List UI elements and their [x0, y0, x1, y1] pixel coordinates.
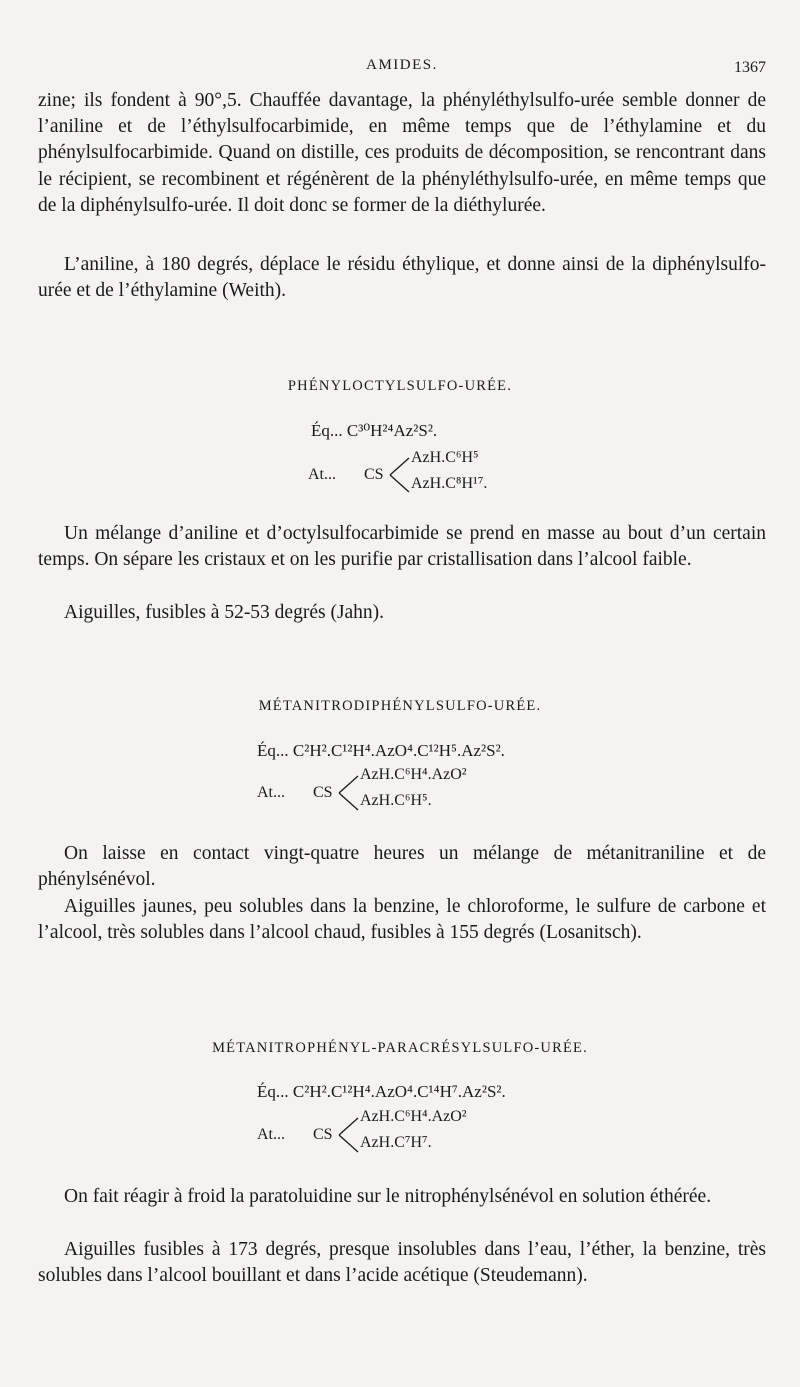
at-branch-bottom: AzH.C⁷H⁷.: [360, 1134, 432, 1151]
branch-bracket: [388, 452, 412, 498]
eq-label: Éq...: [311, 421, 343, 440]
at-center: CS: [364, 466, 384, 483]
at-label: At...: [257, 784, 285, 801]
at-center: CS: [313, 784, 333, 801]
eq-formula-2: [257, 741, 505, 761]
eq-label: Éq...: [257, 741, 289, 760]
paragraph-4: Aiguilles, fusibles à 52-53 degrés (Jahn).: [64, 602, 385, 623]
section-title-phenyloctylsulfo-uree: PHÉNYLOCTYLSULFO-URÉE.: [287, 378, 513, 394]
paragraph-5: On laisse en contact vingt-quatre heures un mélange de métanitraniline et de phénylsénévol.: [38, 843, 766, 891]
paragraph-3: Un mélange d’aniline et d’octylsulfocarbimide se prend en masse au bout d’un certain temps. On sépare les cristaux et on les purifie par cristallisation dans l’alcool faible.: [38, 523, 766, 571]
paragraph-6: Aiguilles jaunes, peu solubles dans la benzine, le chloroforme, le sulfure de carbone et l’alcool, très solubles dans l’alcool chaud, fusibles à 155 degrés (Losanitsch).: [38, 896, 766, 944]
eq-value: C³⁰H²⁴Az²S².: [346, 421, 438, 440]
running-title: AMIDES.: [366, 57, 438, 73]
eq-formula-3: [257, 1082, 506, 1102]
at-branch-top: AzH.C⁶H⁵: [411, 449, 479, 466]
branch-bracket: [337, 770, 361, 816]
paragraph-7: On fait réagir à froid la paratoluidine sur le nitrophénylsénévol en solution éthérée.: [64, 1186, 712, 1207]
at-label: At...: [308, 466, 336, 483]
at-branch-bottom: AzH.C⁶H⁵.: [360, 792, 432, 809]
eq-formula-1: [311, 421, 437, 441]
eq-value: C²H².C¹²H⁴.AzO⁴.C¹⁴H⁷.Az²S².: [292, 1082, 506, 1101]
at-formula-1: [308, 449, 638, 498]
at-label: At...: [257, 1126, 285, 1143]
at-branch-top: AzH.C⁶H⁴.AzO²: [360, 766, 467, 783]
section-title-metanitrodiphenylsulfo-uree: MÉTANITRODIPHÉNYLSULFO-URÉE.: [258, 698, 542, 714]
section-title-metanitrophenyl-paracresylsulfo-uree: MÉTANITROPHÉNYL-PARACRÉSYLSULFO-URÉE.: [212, 1040, 588, 1056]
paragraph-1: zine; ils fondent à 90°,5. Chauffée davantage, la phényléthylsulfo-urée semble donner de l’aniline et de l’éthylsulfocarbimide, en même temps que de l’éthylamine et du phénylsulfocarbimide. Quand on distille, ces produits de décomposition, se rencontrant dans le récipient, se recombinent et régénèrent de la phényléthylsulfo-urée, en même temps que de la diphénylsulfo-urée. Il doit donc se former de la diéthylurée.: [38, 90, 766, 216]
paragraph-2: L’aniline, à 180 degrés, déplace le résidu éthylique, et donne ainsi de la diphénylsulfo-urée et de l’éthylamine (Weith).: [38, 254, 766, 302]
eq-label: Éq...: [257, 1082, 289, 1101]
paragraph-8: Aiguilles fusibles à 173 degrés, presque insolubles dans l’eau, l’éther, la benzine, très solubles dans l’alcool bouillant et dans l’acide acétique (Steudemann).: [38, 1239, 766, 1287]
eq-value: C²H².C¹²H⁴.AzO⁴.C¹²H⁵.Az²S².: [292, 741, 505, 760]
page-number: 1367: [734, 59, 766, 76]
page-header: [38, 55, 766, 81]
at-branch-top: AzH.C⁶H⁴.AzO²: [360, 1108, 467, 1125]
at-formula-3: [257, 1108, 587, 1158]
at-center: CS: [313, 1126, 333, 1143]
branch-bracket: [337, 1112, 361, 1158]
at-formula-2: [257, 766, 587, 816]
at-branch-bottom: AzH.C⁸H¹⁷.: [411, 475, 488, 492]
